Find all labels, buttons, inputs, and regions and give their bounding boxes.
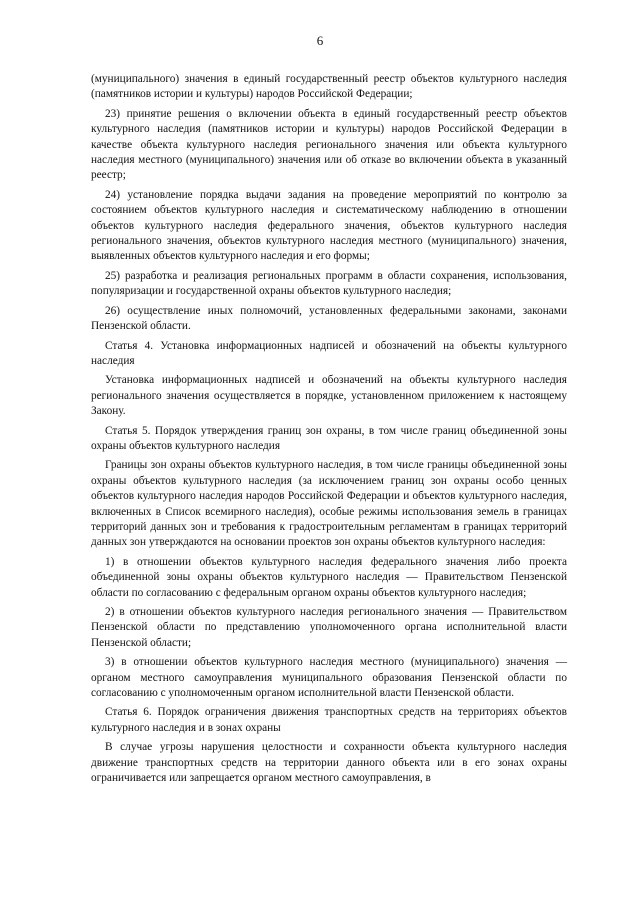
article-5-heading: Статья 5. Порядок утверждения границ зон охраны, в том числе границ объединенной зоны охраны объектов культурного наследия [91,424,567,452]
list-item-24: 24) установление порядка выдачи задания на проведение мероприятий по контролю за состоянием объектов культурного наследия и систематическому наблюдению в отношении объектов культурного наследия федерального значения, объектов культурного наследия регионального значения, объектов культурного наследия местного (муниципального) значения, выявленных объектов культурного наследия и его формы; [91,188,567,263]
article-5-item-2: 2) в отношении объектов культурного наследия регионального значения — Правительством Пензенской области по представлению уполномоченного органа исполнительной власти Пензенской области; [91,606,567,649]
article-5-text: Границы зон охраны объектов культурного наследия, в том числе границы объединенной зоны охраны объектов культурного наследия (за исключением границ зон охраны особо ценных объектов культурного наследия народов Российской Федерации и объектов культурного наследия, включенных в Список всемирного наследия), особые режимы использования земель в границах территорий данных зон и требования к градостроительным регламентам в границах территорий данных зон утверждаются на основании проектов зон охраны объектов культурного наследия: [91,459,567,549]
list-item-26: 26) осуществление иных полномочий, установленных федеральными законами, законами Пензенской области. [91,304,567,333]
article-4-heading: Статья 4. Установка информационных надписей и обозначений на объекты культурного наследия [91,339,567,367]
article-6-heading: Статья 6. Порядок ограничения движения транспортных средств на территориях объектов культурного наследия и в зонах охраны [91,706,567,734]
paragraph-continuation: (муниципального) значения в единый государственный реестр объектов культурного наследия (памятников истории и культуры) народов Российской Федерации; [91,73,567,101]
list-item-25: 25) разработка и реализация региональных программ в области сохранения, использования, популяризации и государственной охраны объектов культурного наследия; [91,269,567,298]
article-5-item-1: 1) в отношении объектов культурного наследия федерального значения либо проекта объединенной зоны охраны объектов культурного наследия — Правительством Пензенской области по согласованию с федеральным органом охраны объектов культурного наследия; [91,555,567,599]
article-4-text: Установка информационных надписей и обозначений на объекты культурного наследия регионального значения осуществляется в порядке, установленном приложением к настоящему Закону. [91,374,567,418]
article-6-text: В случае угрозы нарушения целостности и сохранности объекта культурного наследия движение транспортных средств на территории данного объекта или в его зонах охраны ограничивается или запрещается органом местного самоуправления, в [91,741,567,785]
article-5-item-3: 3) в отношении объектов культурного наследия местного (муниципального) значения — органом местного самоуправления муниципального образования Пензенской области по согласованию с уполномоченным органом исполнительной власти Пензенской области. [91,656,567,700]
list-item-23: 23) принятие решения о включении объекта в единый государственный реестр объектов культурного наследия (памятников истории и культуры) народов Российской Федерации в качестве объекта культурного наследия регионального значения или объекта культурного наследия местного (муниципального) значения или об отказе во включении объекта в указанный реестр; [91,107,567,182]
page-number: 6 [316,33,324,48]
document-body [91,72,567,790]
